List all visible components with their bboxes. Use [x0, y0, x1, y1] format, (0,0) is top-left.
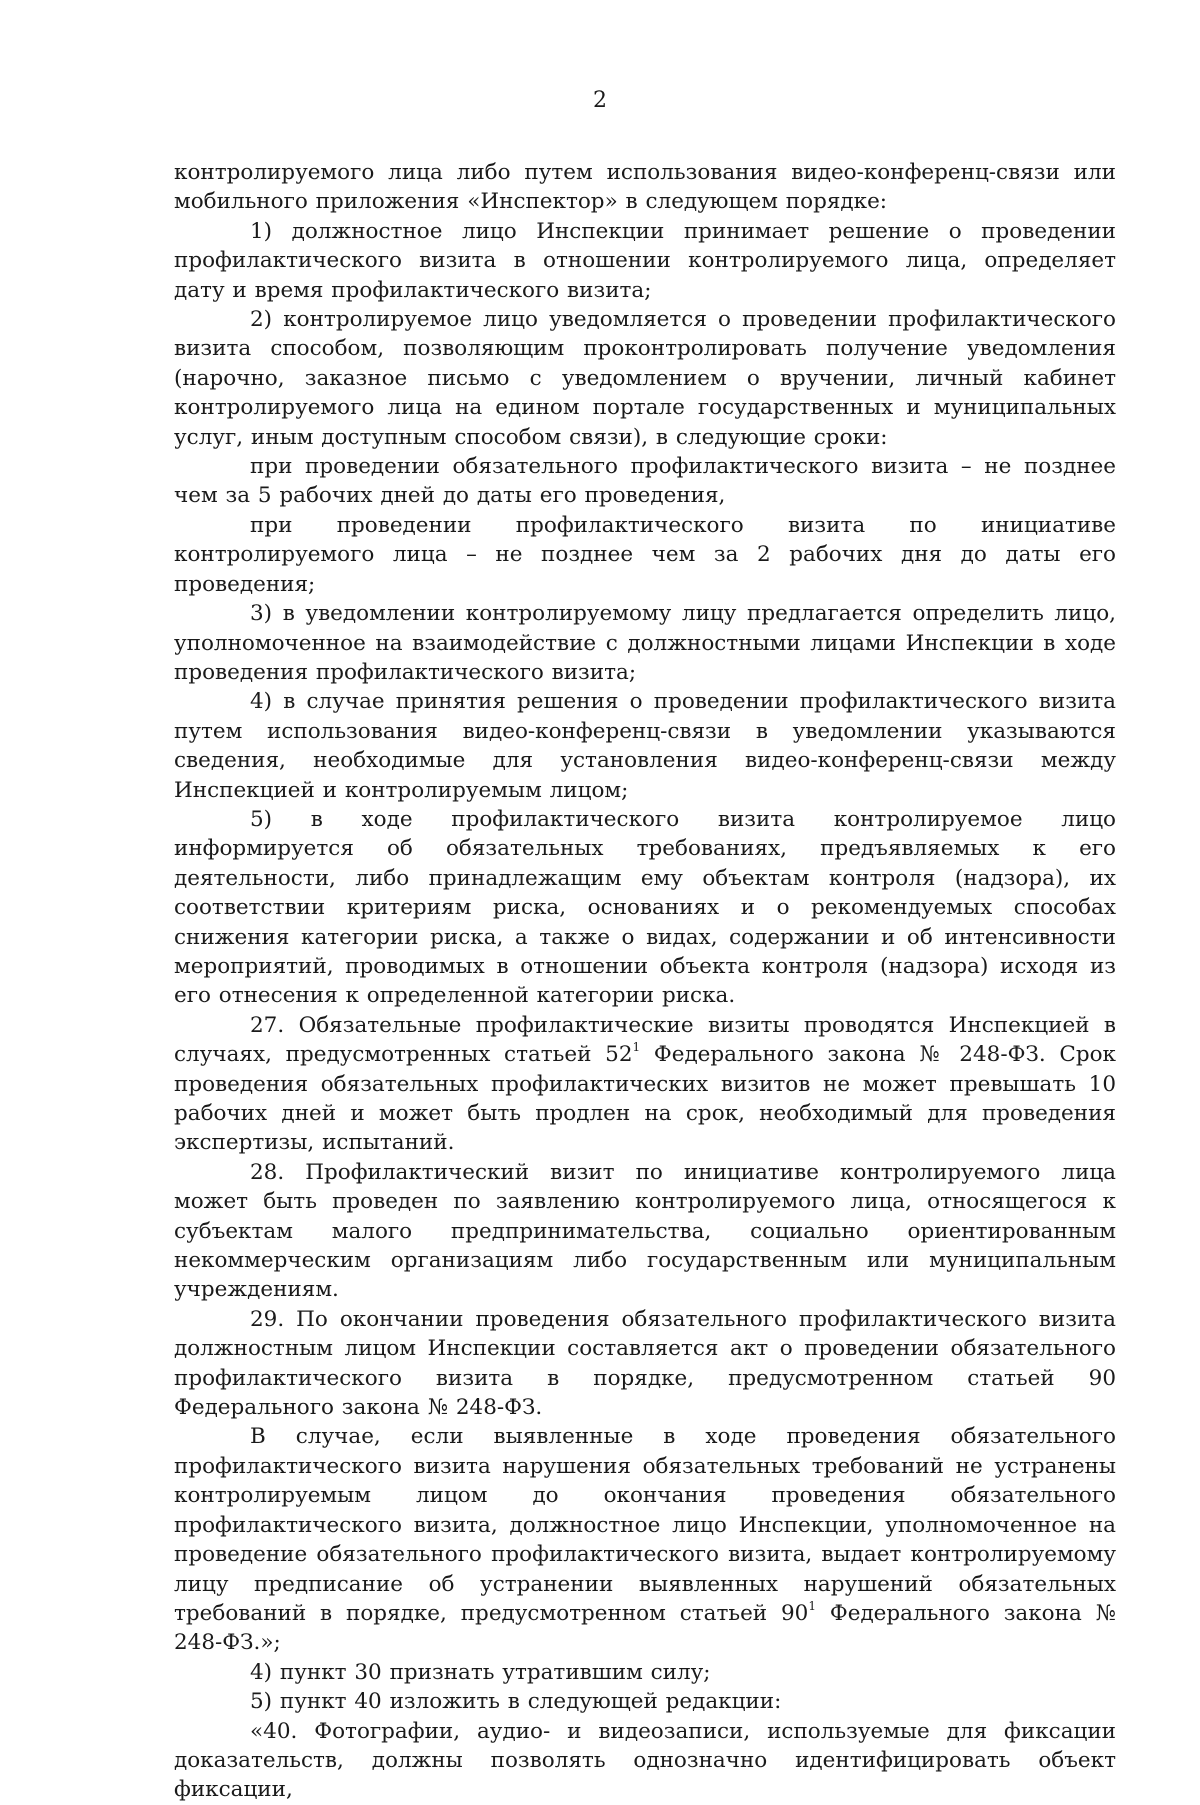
paragraph-29-violations-text-before: В случае, если выявленные в ходе проведения обязательного профилактического визита нарушения обязательных требований не устранены контролируемым лицом до окончания проведения обязательного профилактического визита, должностное лицо Инспекции, уполномоченное на проведение обязательного профилактического визита, выдает контролируемому лицу предписание об устранении выявленных нарушений обязательных требований в порядке, предусмотренном статьей 90: [174, 1424, 1116, 1626]
paragraph-item-5: 5) в ходе профилактического визита контролируемое лицо информируется об обязательных требованиях, предъявляемых к его деятельности, либо принадлежащим ему объектам контроля (надзора), их соответствии критериям риска, основаниях и о рекомендуемых способах снижения категории риска, а также о видах, содержании и об интенсивности мероприятий, проводимых в отношении объекта контроля (надзора) исходя из его отнесения к определенной категории риска.: [174, 806, 1116, 1009]
paragraph-29: 29. По окончании проведения обязательного профилактического визита должностным лицом Инспекции составляется акт о проведении обязательного профилактического визита в порядке, предусмотренном статьей 90 Федерального закона № 248-ФЗ.: [174, 1306, 1116, 1421]
paragraph-deadline-mandatory: при проведении обязательного профилактического визита – не позднее чем за 5 рабочих дней до даты его проведения,: [174, 454, 1116, 509]
document-body: [174, 158, 1116, 1805]
page-number: 2: [593, 88, 607, 113]
paragraph-27-text-after: Федерального закона № 248-ФЗ. Срок проведения обязательных профилактических визитов не может превышать 10 рабочих дней и может быть продлен на срок, необходимый для проведения экспертизы, испытаний.: [174, 1042, 1116, 1156]
paragraph-amend-40: 5) пункт 40 изложить в следующей редакции:: [250, 1689, 782, 1715]
paragraph-item-2: 2) контролируемое лицо уведомляется о проведении профилактического визита способом, позволяющим проконтролировать получение уведомления (нарочно, заказное письмо с уведомлением о вручении, личный кабинет контролируемого лица на едином портале государственных и муниципальных услуг, иным доступным способом связи), в следующие сроки:: [174, 307, 1116, 450]
paragraph-28: 28. Профилактический визит по инициативе контролируемого лица может быть проведен по заявлению контролируемого лица, относящегося к субъектам малого предпринимательства, социально ориентированным некоммерческим организациям либо государственным или муниципальным учреждениям.: [174, 1159, 1116, 1303]
paragraph-27-superscript: 1: [632, 1040, 641, 1055]
paragraph-29-violations: [174, 1422, 1116, 1657]
paragraph-item-4: 4) в случае принятия решения о проведении профилактического визита путем использования видео-конференц-связи в уведомлении указываются сведения, необходимые для установления видео-конференц-связи между Инспекцией и контролируемым лицом;: [174, 689, 1116, 803]
paragraph-27: [174, 1011, 1116, 1158]
paragraph-29-violations-superscript: 1: [808, 1598, 816, 1613]
paragraph-27-text-before: 27. Обязательные профилактические визиты проводятся Инспекцией в случаях, предусмотренных статьей 52: [174, 1012, 1116, 1068]
paragraph-40-text: «40. Фотографии, аудио- и видеозаписи, используемые для фиксации доказательств, должны позволять однозначно идентифицировать объект фиксации,: [174, 1718, 1116, 1803]
paragraph-deadline-initiative: при проведении профилактического визита по инициативе контролируемого лица – не позднее чем за 2 рабочих дня до даты его проведения;: [174, 512, 1116, 597]
paragraph-intro: контролируемого лица либо путем использования видео-конференц-связи или мобильного приложения «Инспектор» в следующем порядке:: [174, 160, 1116, 215]
paragraph-amend-30: 4) пункт 30 признать утратившим силу;: [250, 1659, 711, 1685]
paragraph-item-1: 1) должностное лицо Инспекции принимает решение о проведении профилактического визита в отношении контролируемого лица, определяет дату и время профилактического визита;: [174, 218, 1116, 303]
paragraph-29-violations-text-after: Федерального закона № 248-ФЗ.»;: [174, 1600, 1116, 1656]
paragraph-item-3: 3) в уведомлении контролируемому лицу предлагается определить лицо, уполномоченное на взаимодействие с должностными лицами Инспекции в ходе проведения профилактического визита;: [174, 601, 1116, 685]
